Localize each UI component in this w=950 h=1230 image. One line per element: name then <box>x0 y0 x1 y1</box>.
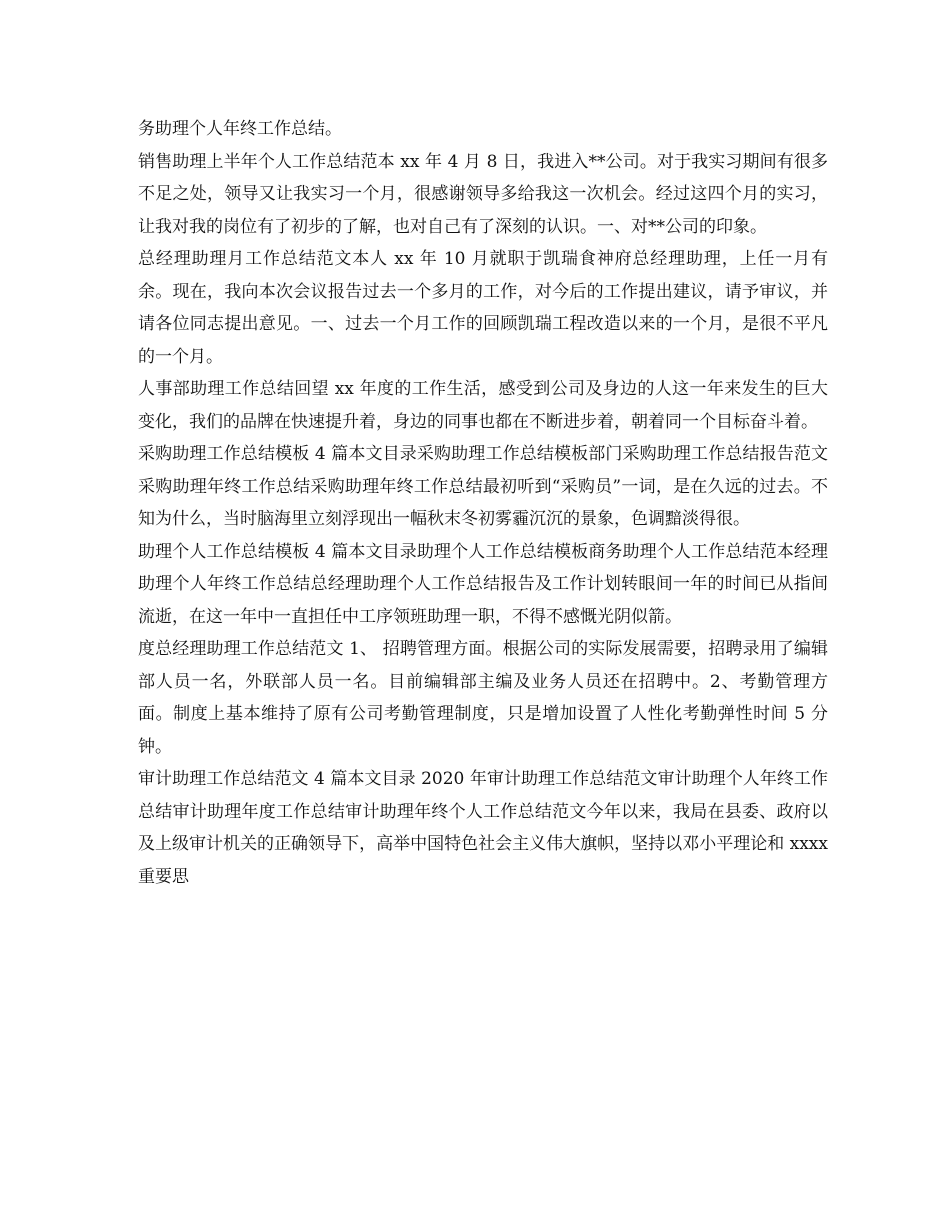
paragraph-2: 销售助理上半年个人工作总结范本 xx 年 4 月 8 日，我进入**公司。对于我实习期间有很多不足之处，领导又让我实习一个月，很感谢领导多给我这一次机会。经过这四个月的实习，让我对我的岗位有了初步的了解，也对自己有了深刻的认识。一、对**公司的印象。 <box>138 151 828 237</box>
paragraph-1: 务助理个人年终工作总结。 <box>138 119 342 139</box>
paragraph-4: 人事部助理工作总结回望 xx 年度的工作生活，感受到公司及身边的人这一年来发生的巨大变化，我们的品牌在快速提升着，身边的同事也都在不断进步着，朝着同一个目标奋斗着。 <box>138 379 828 432</box>
paragraph-5: 采购助理工作总结模板 4 篇本文目录采购助理工作总结模板部门采购助理工作总结报告范文采购助理年终工作总结采购助理年终工作总结最初听到“采购员”一词，是在久远的过去。不知为什么，当时脑海里立刻浮现出一幅秋末冬初雾霾沉沉的景象，色调黯淡得很。 <box>138 444 828 529</box>
paragraph-7: 度总经理助理工作总结范文 1、 招聘管理方面。根据公司的实际发展需要，招聘录用了编辑部人员一名，外联部人员一名。目前编辑部主编及业务人员还在招聘中。2、考勤管理方面。制度上基本维持了原有公司考勤管理制度，只是增加设置了人性化考勤弹性时间 5 分钟。 <box>138 639 828 757</box>
paragraph-3: 总经理助理月工作总结范文本人 xx 年 10 月就职于凯瑞食神府总经理助理，上任一月有余。现在，我向本次会议报告过去一个多月的工作，对今后的工作提出建议，请予审议，并请各位同志提出意见。一、过去一个月工作的回顾凯瑞工程改造以来的一个月，是很不平凡的一个月。 <box>138 249 828 367</box>
document-page <box>138 113 828 893</box>
paragraph-8: 审计助理工作总结范文 4 篇本文目录 2020 年审计助理工作总结范文审计助理个人年终工作总结审计助理年度工作总结审计助理年终个人工作总结范文今年以来，我局在县委、政府以及上级审计机关的正确领导下，高举中国特色社会主义伟大旗帜，坚持以邓小平理论和 xxxx 重要思 <box>138 769 828 887</box>
paragraph-6: 助理个人工作总结模板 4 篇本文目录助理个人工作总结模板商务助理个人工作总结范本经理助理个人年终工作总结总经理助理个人工作总结报告及工作计划转眼间一年的时间已从指间流逝，在这一年中一直担任中工序领班助理一职，不得不感慨光阴似箭。 <box>138 541 828 627</box>
